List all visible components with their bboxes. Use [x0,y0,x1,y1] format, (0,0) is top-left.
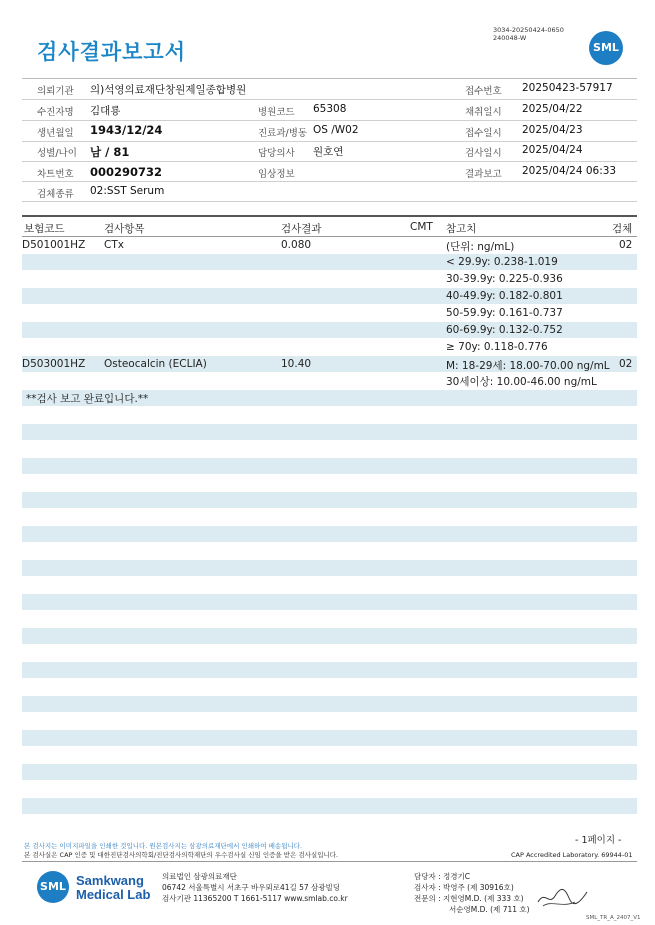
staff-tester: 박영주 (제 30916호) [443,883,514,892]
chart-value: 000290732 [90,165,163,179]
row-band [22,662,637,678]
lab-org: 의료법인 삼광의료재단 [162,872,237,881]
row2-specimen: 02 [619,358,633,370]
divider [22,78,637,79]
chart-label: 차트번호 [37,169,74,180]
staff-specialist-2: 서순영M.D. (제 711 호) [449,905,530,914]
document-id-line2: 240048-W [493,34,527,42]
footer-divider [22,861,637,862]
row-band [22,730,637,746]
dob-label: 생년월일 [37,128,74,139]
sex-age-label: 성별/나이 [37,148,77,159]
staff-label: 담당자 : [414,872,441,881]
divider [22,120,637,121]
row1-result: 0.080 [281,239,312,251]
row-band [22,492,637,508]
report-label: 결과보고 [465,169,502,180]
page-number: - 1페이지 - [575,835,622,846]
row1-item: CTx [104,239,124,251]
row-band [22,424,637,440]
divider [22,99,637,100]
staff-label: 검사자 : [414,883,441,892]
row2-ref-line: M: 18-29세: 18.00-70.00 ng/mL [446,360,610,372]
row-band [22,560,637,576]
row1-code: D501001HZ [22,239,86,251]
document-id [493,26,564,42]
brand-name [76,874,150,902]
patient-value: 김대룡 [90,105,121,117]
col-header-specimen: 검체 [612,223,633,235]
brand-line2: Medical Lab [76,887,151,902]
staff-label: 전문의 : [414,894,441,903]
specimen-value: 02:SST Serum [90,185,165,197]
row2-ref-line: 30세이상: 10.00-46.00 ng/mL [446,376,597,388]
doctor-value: 원호연 [313,146,344,158]
row1-ref-line: (단위: ng/mL) [446,241,515,253]
col-header-result: 검사결과 [281,223,322,235]
col-header-code: 보험코드 [24,223,65,235]
row-band [22,526,637,542]
doctor-label: 담당의사 [258,148,295,159]
row-band [22,594,637,610]
lab-contact: 검사기관 11365200 T 1661-5117 www.smlab.co.kr [162,894,348,903]
row1-ref-line: 50-59.9y: 0.161-0.737 [446,307,563,319]
receipt-no-value: 20250423-57917 [522,82,613,94]
row2-item: Osteocalcin (ECLIA) [104,358,207,370]
row1-specimen: 02 [619,239,633,251]
hospital-code-value: 65308 [313,103,347,115]
sml-footer-logo: SML [37,871,69,903]
document-id-line1: 3034-20250424-0650 [493,26,564,34]
specimen-label: 검체종류 [37,189,74,200]
accreditation-notice: 본 검사실은 CAP 인증 및 대한진단검사의학회/진단검사의학재단의 우수검사실 신임 인증을 받은 검사실입니다. [24,851,339,859]
report-complete-note: **검사 보고 완료입니다.** [26,393,149,405]
row2-code: D503001HZ [22,358,86,370]
col-header-item: 검사항목 [104,223,145,235]
receipt-date-value: 2025/04/23 [522,124,583,136]
divider [22,201,637,202]
report-title: 검사결과보고서 [37,40,187,64]
staff-block [414,871,530,915]
row-band [22,628,637,644]
hospital-value: 의)석영의료재단창원제일종합병원 [90,84,247,96]
signature-image [535,882,590,910]
print-notice: 본 검사지는 이미지파일을 인쇄한 것입니다. 원본검사지는 삼광의료재단에서 인쇄하여 배송됩니다. [24,842,303,850]
sml-logo: SML [589,31,623,65]
hospital-label: 의뢰기관 [37,86,74,97]
row-band [22,764,637,780]
row1-ref-line: 60-69.9y: 0.132-0.752 [446,324,563,336]
table-top-border [22,215,637,217]
brand-line1: Samkwang [76,873,144,888]
row2-result: 10.40 [281,358,312,370]
col-header-ref: 참고치 [446,223,477,235]
lab-address: 06742 서울특별시 서초구 바우뫼로41길 57 삼광빌딩 [162,883,341,892]
lab-address-block [162,871,348,904]
dept-label: 진료과/병동 [258,128,308,139]
clinical-label: 임상정보 [258,169,295,180]
staff-manager: 정경기C [443,872,471,881]
row-band [22,458,637,474]
receipt-date-label: 접수일시 [465,128,502,139]
dob-value: 1943/12/24 [90,123,163,137]
test-date-label: 검사일시 [465,148,502,159]
hospital-code-label: 병원코드 [258,107,295,118]
patient-label: 수진자명 [37,107,74,118]
sex-age-value: 남 / 81 [90,145,130,159]
report-value: 2025/04/24 06:33 [522,165,617,177]
row1-ref-line: ≥ 70y: 0.118-0.776 [446,341,548,353]
dept-value: OS /W02 [313,124,359,136]
row-band [22,696,637,712]
row1-ref-line: 30-39.9y: 0.225-0.936 [446,273,563,285]
table-header-border [22,236,637,237]
form-code: SML_TR_A_2407_V1 [586,915,641,921]
row1-ref-line: < 29.9y: 0.238-1.019 [446,256,558,268]
col-header-cmt: CMT [410,221,433,233]
receipt-no-label: 접수번호 [465,86,502,97]
divider [22,161,637,162]
divider [22,181,637,182]
divider [22,141,637,142]
cap-accreditation: CAP Accredited Laboratory. 69944-01 [511,851,633,859]
row1-ref-line: 40-49.9y: 0.182-0.801 [446,290,563,302]
test-date-value: 2025/04/24 [522,144,583,156]
collect-label: 채취일시 [465,107,502,118]
staff-specialist: 지현영M.D. (제 333 호) [443,894,524,903]
row-band [22,798,637,814]
collect-value: 2025/04/22 [522,103,583,115]
